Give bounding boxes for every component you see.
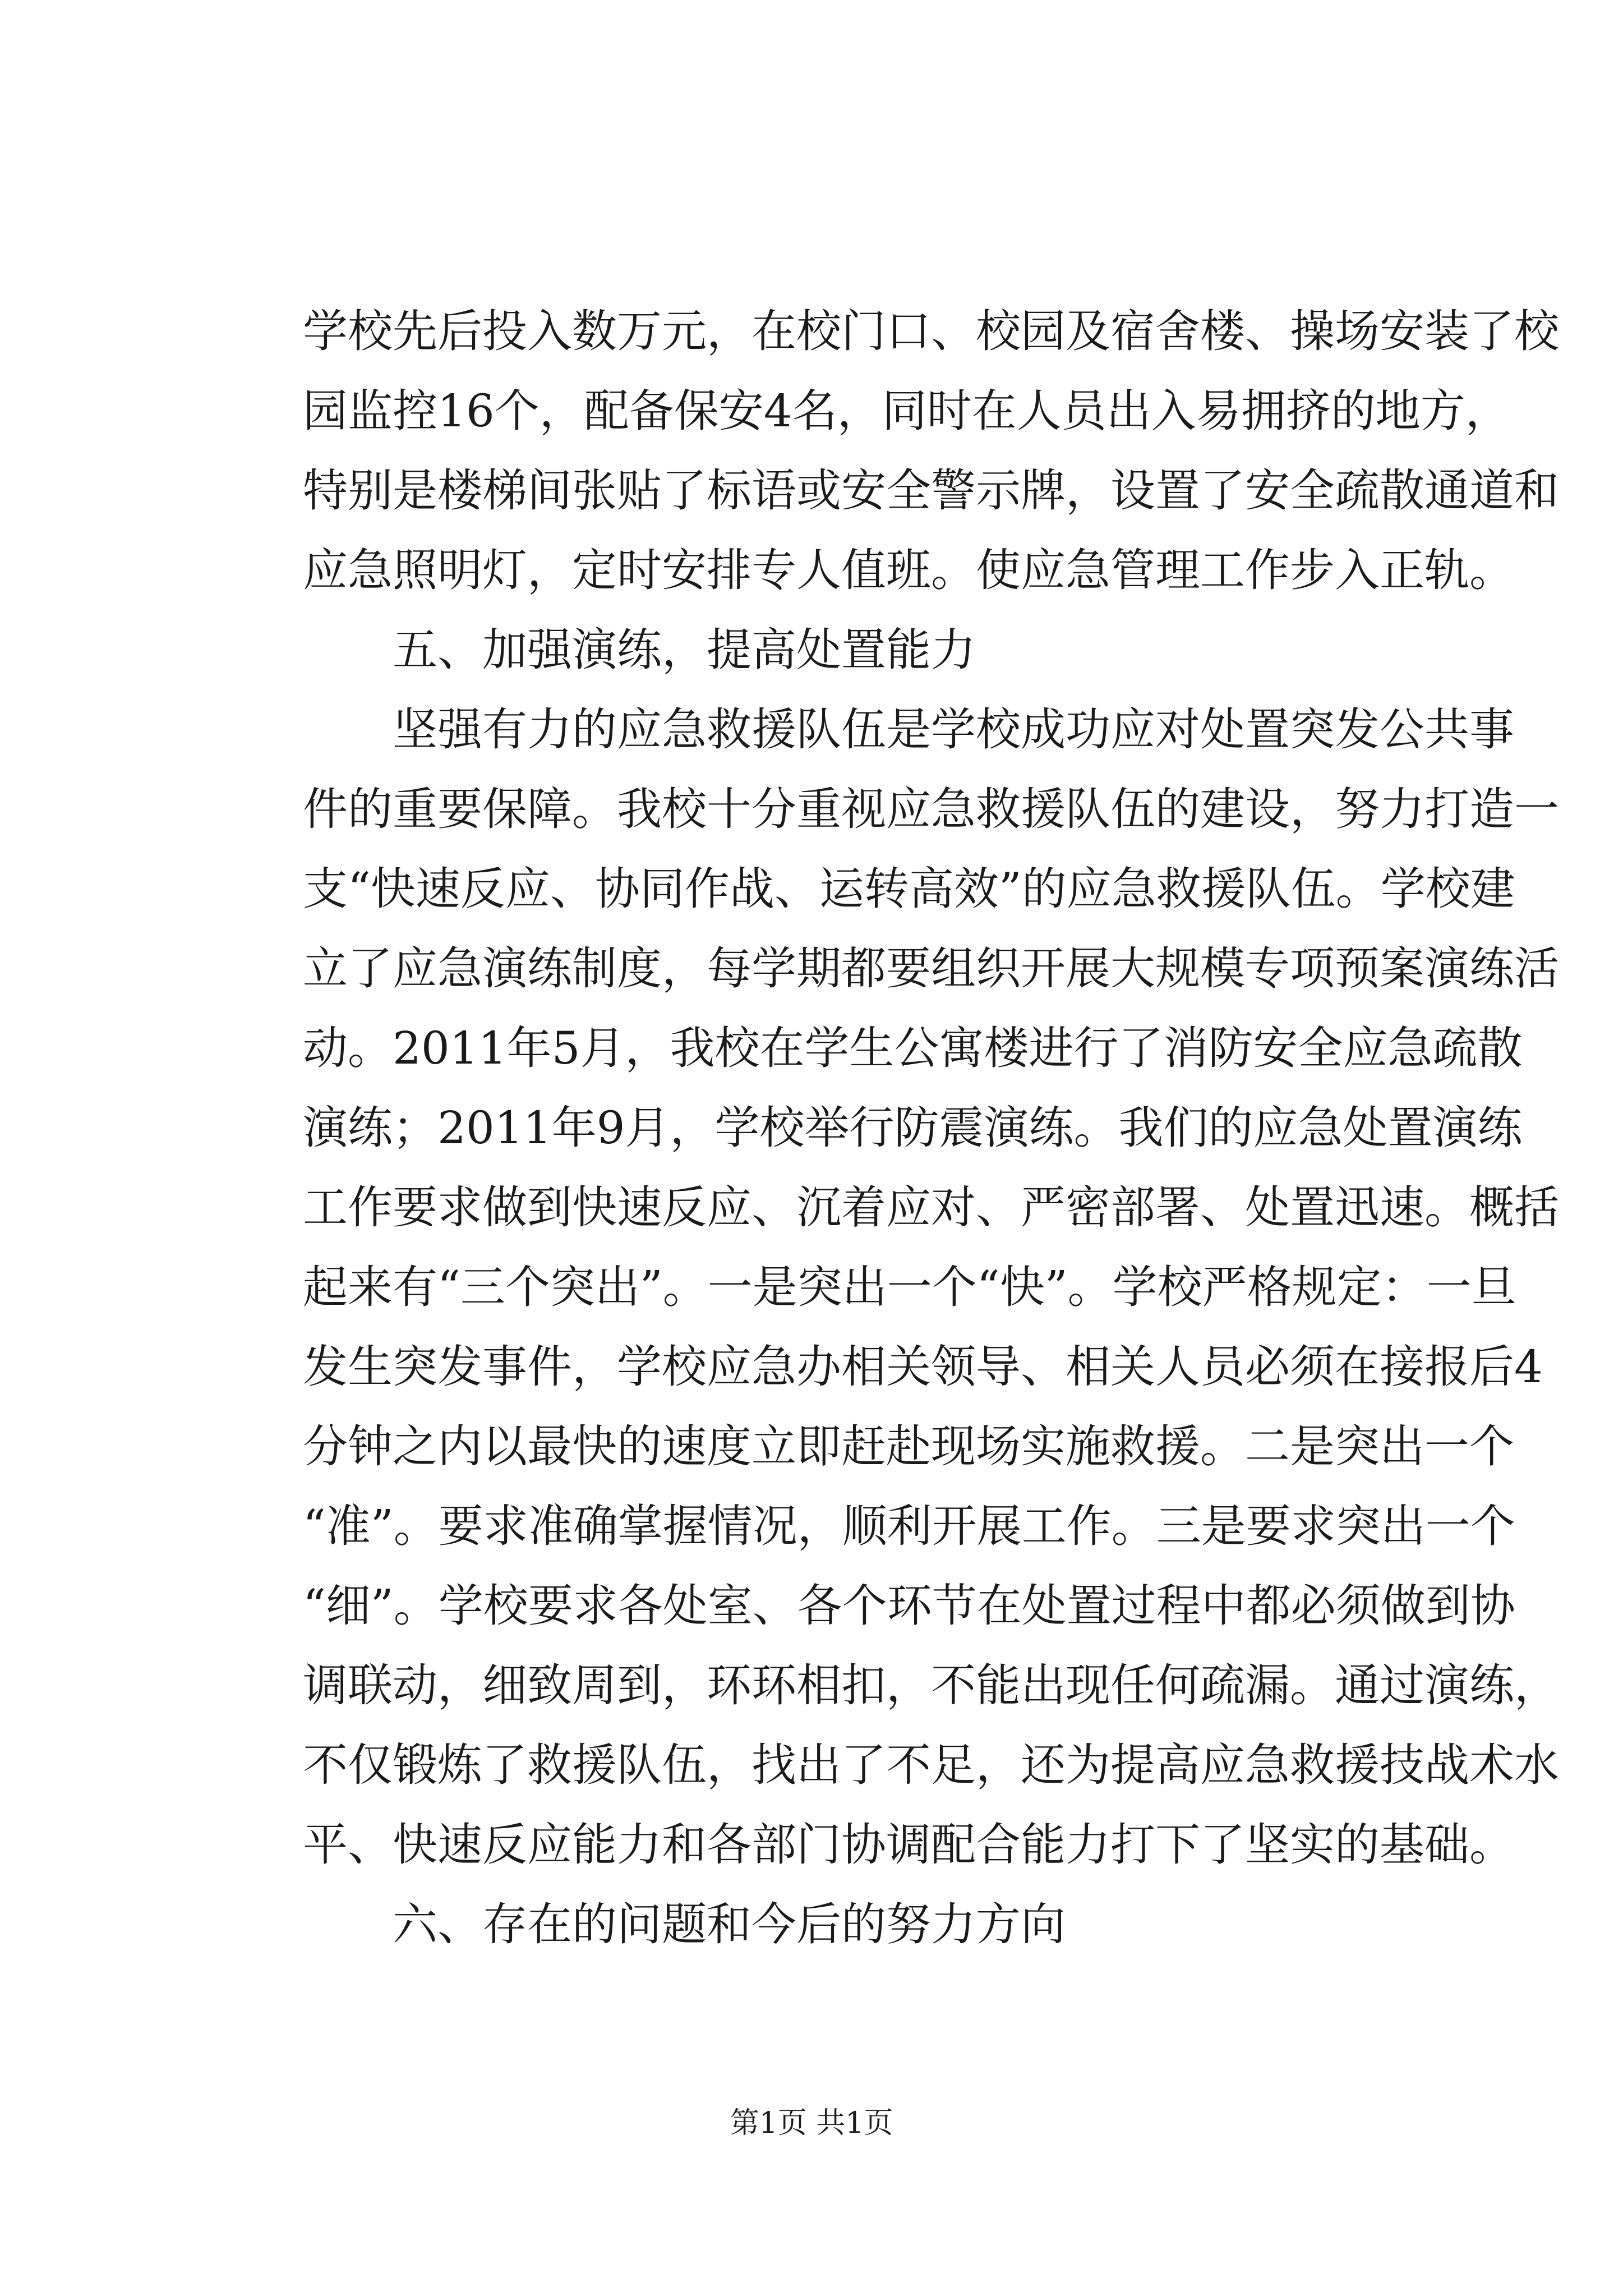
text-line: 不仅锻炼了救援队伍，找出了不足，还为提高应急救援技战术水 xyxy=(303,1739,1559,1791)
text-line: 支“快速反应、协同作战、运转高效”的应急救援队伍。学校建 xyxy=(303,863,1515,915)
text-line: 学校先后投入数万元，在校门口、校园及宿舍楼、操场安装了校 xyxy=(303,305,1559,357)
text-line: 调联动，细致周到，环环相扣，不能出现任何疏漏。通过演练， xyxy=(303,1659,1559,1711)
text-line: 园监控16个，配备保安4名，同时在人员出入易拥挤的地方， xyxy=(303,385,1510,437)
text-line: 立了应急演练制度，每学期都要组织开展大规模专项预案演练活 xyxy=(303,942,1559,995)
text-line: “细”。学校要求各处室、各个环节在处置过程中都必须做到协 xyxy=(303,1580,1515,1632)
text-line: 件的重要保障。我校十分重视应急救援队伍的建设，努力打造一 xyxy=(303,783,1559,835)
text-line: “准”。要求准确掌握情况，顺利开展工作。三是要求突出一个 xyxy=(303,1500,1515,1552)
paragraph-start-line: 五、加强演练，提高处置能力 xyxy=(393,624,976,676)
text-line: 起来有“三个突出”。一是突出一个“快”。学校严格规定：一旦 xyxy=(303,1261,1516,1313)
text-line: 应急照明灯，定时安排专人值班。使应急管理工作步入正轨。 xyxy=(303,544,1514,596)
text-line: 工作要求做到快速反应、沉着应对、严密部署、处置迅速。概括 xyxy=(303,1181,1559,1234)
text-line: 演练；2011年9月，学校举行防震演练。我们的应急处置演练 xyxy=(303,1102,1523,1154)
text-line: 特别是楼梯间张贴了标语或安全警示牌，设置了安全疏散通道和 xyxy=(303,464,1559,517)
paragraph-start-line: 坚强有力的应急救援队伍是学校成功应对处置突发公共事 xyxy=(393,703,1514,756)
text-line: 分钟之内以最快的速度立即赶赴现场实施救援。二是突出一个 xyxy=(303,1420,1514,1473)
paragraph-start-line: 六、存在的问题和今后的努力方向 xyxy=(393,1898,1066,1950)
document-body xyxy=(303,292,1559,1964)
text-line: 平、快速反应能力和各部门协调配合能力打下了坚实的基础。 xyxy=(303,1819,1514,1871)
page-footer: 第1页 共1页 xyxy=(730,2106,893,2140)
text-line: 动。2011年5月，我校在学生公寓楼进行了消防安全应急疏散 xyxy=(303,1022,1523,1074)
text-line: 发生突发事件，学校应急办相关领导、相关人员必须在接报后4 xyxy=(303,1341,1543,1393)
